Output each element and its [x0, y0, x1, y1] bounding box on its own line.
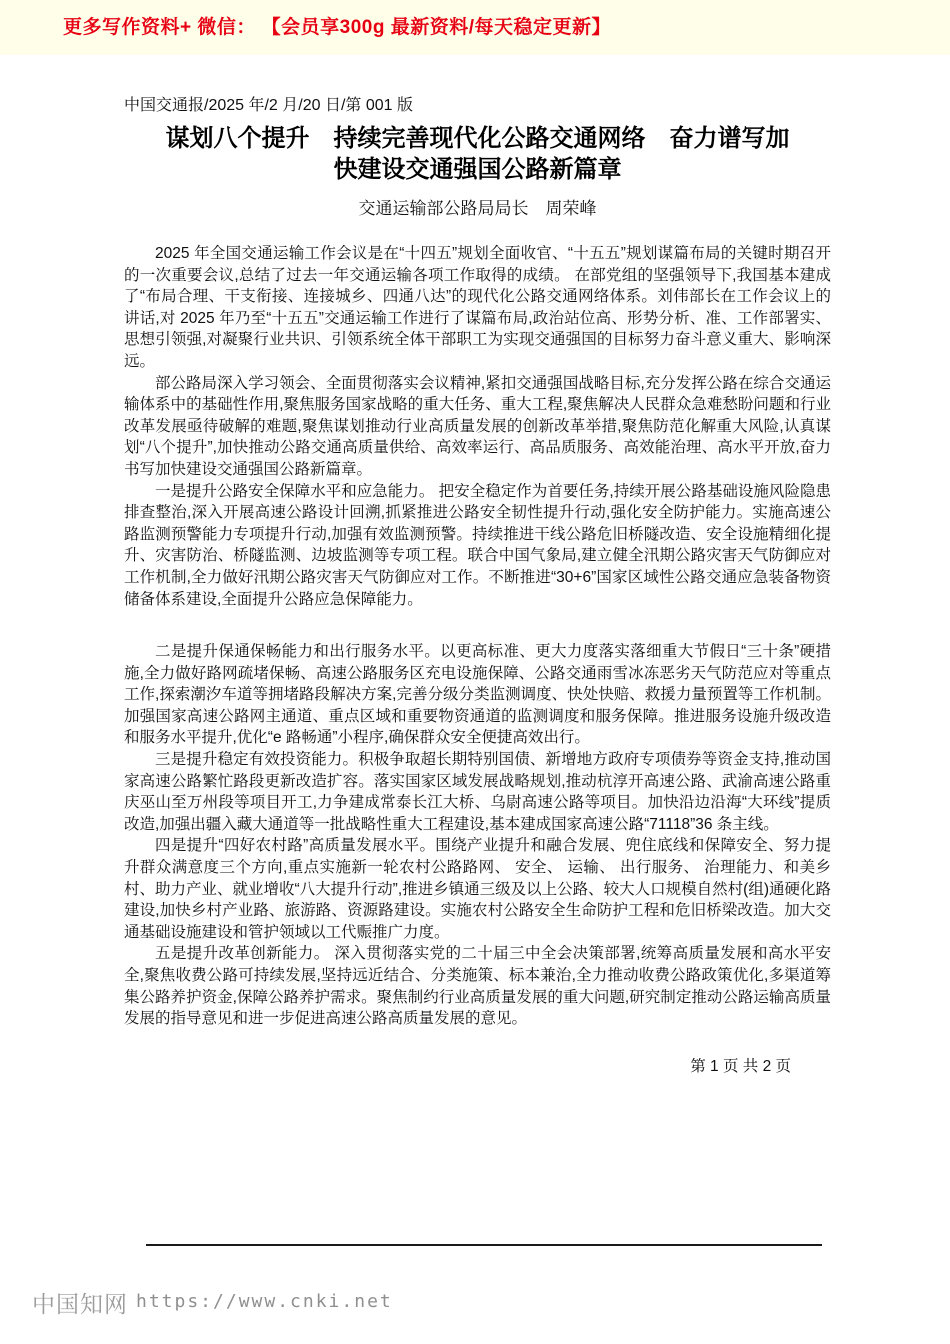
page-title-line-1: 谋划八个提升 持续完善现代化公路交通网络 奋力谱写加 [165, 125, 790, 152]
cnki-brand: 中国知网 [32, 1291, 128, 1317]
promo-banner [0, 0, 950, 55]
byline: 交通运输部公路局局长 周荣峰 [358, 199, 597, 218]
paragraph: 三是提升稳定有效投资能力。积极争取超长期特别国债、新增地方政府专项债券等资金支持,推动国家高速公路繁忙路段更新改造扩容。落实国家区域发展战略规划,推动杭淳开高速公路、武渝高速公路重庆巫山至万州段等项目开工,力争建成常泰长江大桥、乌尉高速公路等项目。加快沿边沿海“大环线”提质改造,加强出疆入藏大通道等一批战略性重大工程建设,基本建成国家高速公路“71118”36 条主线。 [124, 751, 831, 833]
source-line: 中国交通报/2025 年/2 月/20 日/第 001 版 [124, 97, 413, 114]
promo-banner-text: 更多写作资料+ 微信： 【会员享300g 最新资料/每天稳定更新】 [63, 17, 612, 38]
paragraph: 五是提升改革创新能力。 深入贯彻落实党的二十届三中全会决策部署,统筹高质量发展和高水平安全,聚焦收费公路可持续发展,坚持远近结合、分类施策、标本兼治,全力推动收费公路政策优化,多渠道筹集公路养护资金,保障公路养护需求。聚焦制约行业高质量发展的重大问题,研究制定推动公路运输高质量发展的指导意见和进一步促进高速公路高质量发展的意见。 [124, 945, 831, 1028]
paragraph: 一是提升公路安全保障水平和应急能力。 把安全稳定作为首要任务,持续开展公路基础设施风险隐患排查整治,深入开展高速公路设计回溯,抓紧推进公路安全韧性提升行动,强化安全防护能力。实施高速公路监测预警能力专项提升行动,加强有效监测预警。持续推进干线公路危旧桥隧改造、安全设施精细化提升、灾害防治、桥隧监测、边坡监测等专项工程。联合中国气象局,建立健全汛期公路灾害天气防御应对工作机制,全力做好汛期公路灾害天气防御应对工作。不断推进“30+6”国家区域性公路交通应急装备物资储备体系建设,全面提升公路应急保障能力。 [124, 482, 831, 608]
paragraph: 部公路局深入学习领会、全面贯彻落实会议精神,紧扣交通强国战略目标,充分发挥公路在综合交通运输体系中的基础性作用,聚焦服务国家战略的重大任务、重大工程,聚焦解决人民群众急难愁盼问题和行业改革发展亟待破解的难题,聚焦谋划推动行业高质量发展的创新改革举措,聚焦防范化解重大风险,认真谋划“八个提升”,加快推动公路交通高质量供给、高效率运行、高品质服务、高效能治理、高水平开放,奋力书写加快建设交通强国公路新篇章。 [124, 374, 831, 478]
page-title-line-2: 快建设交通强国公路新篇章 [333, 156, 622, 183]
paragraph: 二是提升保通保畅能力和出行服务水平。以更高标准、更大力度落实落细重大节假日“三十条”硬措施,全力做好路网疏堵保畅、高速公路服务区充电设施保障、公路交通雨雪冰冻恶劣天气防范应对等重点工作,探索潮汐车道等拥堵路段解决方案,完善分级分类监测调度、快处快赔、救援力量预置等工作机制。加强国家高速公路网主通道、重点区域和重要物资通道的监测调度和服务保障。推进服务设施升级改造和服务水平提升,优化“e 路畅通”小程序,确保群众安全便捷高效出行。 [124, 643, 831, 747]
footer-divider [146, 1244, 822, 1246]
paragraph: 四是提升“四好农村路”高质量发展水平。围绕产业提升和融合发展、兜住底线和保障安全、努力提升群众满意度三个方向,重点实施新一轮农村公路路网、 安全、 运输、 出行服务、 治理能力、和美乡村、助力产业、就业增收“八大提升行动”,推进乡镇通三级及以上公路、较大人口规模自然村(组)通硬化路建设,加快乡村产业路、旅游路、资源路建设。实施农村公路安全生命防护工程和危旧桥梁改造。加大交通基础设施建设和管护领域以工代赈推广力度。 [124, 837, 831, 941]
page-indicator: 第 1 页 共 2 页 [690, 1057, 791, 1075]
paragraph: 2025 年全国交通运输工作会议是在“十四五”规划全面收官、“十五五”规划谋篇布局的关键时期召开的一次重要会议,总结了过去一年交通运输各项工作取得的成绩。 在部党组的坚强领导下,我国基本建成了“布局合理、干支衔接、连接城乡、四通八达”的现代化公路交通网络体系。刘伟部长在工作会议上的讲话,对 2025 年乃至“十五五”交通运输工作进行了谋篇布局,政治站位高、形势分析、准、工作部署实、思想引领强,对凝聚行业共识、引领系统全体干部职工为实现交通强国的目标努力奋斗意义重大、影响深远。 [124, 245, 831, 370]
article-body [124, 243, 831, 1030]
cnki-url-link[interactable]: https://www.cnki.net [136, 1291, 393, 1312]
article [124, 92, 831, 1076]
page-title [124, 123, 831, 185]
